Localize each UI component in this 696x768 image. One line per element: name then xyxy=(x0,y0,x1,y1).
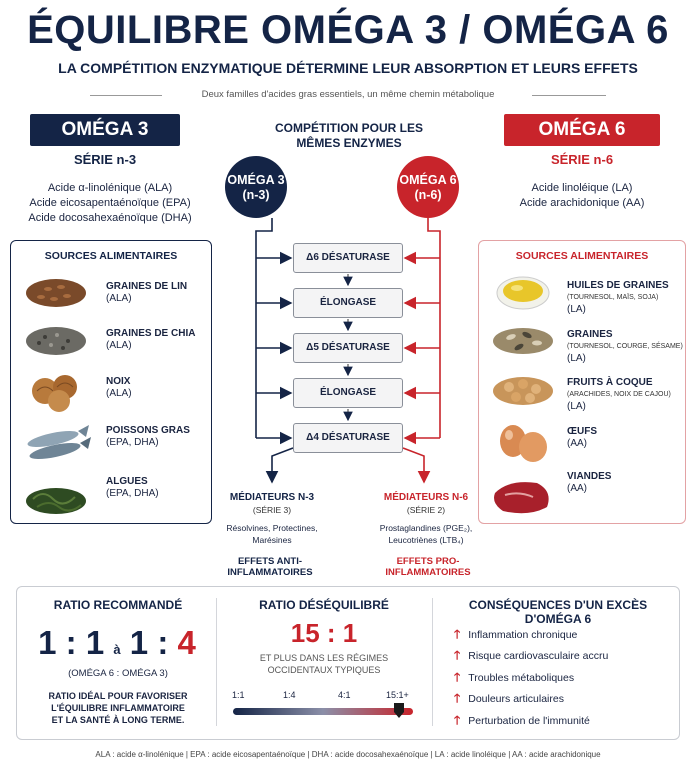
omega3-banner: OMÉGA 3 xyxy=(30,114,180,146)
scale-label: 4:1 xyxy=(338,690,351,700)
acid-item: Acide arachidonique (AA) xyxy=(519,197,645,209)
enzyme-elongase-1: ÉLONGASE xyxy=(293,288,403,318)
scale-label: 15:1+ xyxy=(386,690,409,700)
scale-label: 1:1 xyxy=(232,690,245,700)
enzyme-d6-desaturase: Δ6 DÉSATURASE xyxy=(293,243,403,273)
source-meat: VIANDES (AA) xyxy=(567,471,612,494)
omega3-serie: SÉRIE n-3 xyxy=(73,152,137,167)
ratio-recommended-desc: RATIO IDÉAL POUR FAVORISER L'ÉQUILIBRE INFLAMMATOIRE ET LA SANTÉ À LONG TERME. xyxy=(48,691,188,725)
abbreviations-footer: ALA : acide α-linolénique | EPA : acide eicosapentaénoïque | DHA : acide docosahexaénoïque | LA : acide linoléique | AA : acide arachidonique xyxy=(95,750,601,759)
panel-divider xyxy=(216,598,217,726)
omega3-circle: OMÉGA 3 (n-3) xyxy=(225,156,287,218)
competition-title: COMPÉTITION POUR LES MÊMES ENZYMES xyxy=(274,121,423,150)
omega6-mediators: MÉDIATEURS N-6 (SÉRIE 2) Prostaglandines (PGE₂), Leucotriènes (LTB₄) xyxy=(379,492,473,545)
enzyme-d4-desaturase: Δ4 DÉSATURASE xyxy=(293,423,403,453)
tagline: Deux familles d'acides gras essentiels, un même chemin métabolique xyxy=(201,89,495,100)
source-seed-oils: HUILES DE GRAINES (TOURNESOL, MAÏS, SOJA) (LA) xyxy=(567,280,669,315)
ratio-marker-icon xyxy=(393,703,405,719)
panel-divider xyxy=(432,598,433,726)
acid-item: Acide docosahexaénoïque (DHA) xyxy=(28,212,192,224)
arrow-up-icon: 🡑 xyxy=(454,670,461,684)
sources-title: SOURCES ALIMENTAIRES xyxy=(515,250,649,262)
source-nuts: FRUITS À COQUE (ARACHIDES, NOIX DE CAJOU) (LA) xyxy=(567,377,671,412)
sources-title: SOURCES ALIMENTAIRES xyxy=(44,250,178,262)
acid-item: Acide α-linolénique (ALA) xyxy=(47,182,173,194)
source-seeds: GRAINES (TOURNESOL, COURGE, SÉSAME) (LA) xyxy=(567,329,683,364)
consequence-item: 🡑 Risque cardiovasculaire accru xyxy=(454,648,609,662)
anti-inflammatory-label: EFFETS ANTI-INFLAMMATOIRES xyxy=(227,556,313,578)
arrow-up-icon: 🡑 xyxy=(454,691,461,705)
acid-item: Acide eicosapentaénoïque (EPA) xyxy=(29,197,191,209)
source-fish: POISSONS GRAS (EPA, DHA) xyxy=(106,425,190,448)
pro-inflammatory-label: EFFETS PRO-INFLAMMATOIRES xyxy=(385,556,471,578)
page-title: ÉQUILIBRE OMÉGA 3 / OMÉGA 6 xyxy=(27,8,669,52)
source-flax: GRAINES DE LIN (ALA) xyxy=(106,281,188,304)
consequence-item: 🡑 Inflammation chronique xyxy=(454,627,578,641)
acid-item: Acide linoléique (LA) xyxy=(531,182,633,194)
omega6-circle: OMÉGA 6 (n-6) xyxy=(397,156,459,218)
enzyme-d5-desaturase: Δ5 DÉSATURASE xyxy=(293,333,403,363)
source-chia: GRAINES DE CHIA (ALA) xyxy=(106,328,196,351)
enzyme-elongase-2: ÉLONGASE xyxy=(293,378,403,408)
arrow-up-icon: 🡑 xyxy=(454,648,461,662)
ratio-recommended-value: 1 : 1 à 1 : 4 xyxy=(38,624,196,661)
consequence-item: 🡑 Douleurs articulaires xyxy=(454,691,564,705)
omega6-banner: OMÉGA 6 xyxy=(504,114,660,146)
ratio-note: (OMÉGA 6 : OMÉGA 3) xyxy=(68,668,168,679)
source-eggs: ŒUFS (AA) xyxy=(567,426,597,449)
ratio-recommended-title: RATIO RECOMMANDÉ xyxy=(53,598,183,612)
ratio-scale-bar xyxy=(233,708,413,715)
arrow-up-icon: 🡑 xyxy=(454,713,461,727)
consequences-title: CONSÉQUENCES D'UN EXCÈS D'OMÉGA 6 xyxy=(468,598,648,626)
omega6-serie: SÉRIE n-6 xyxy=(550,152,614,167)
arrow-up-icon: 🡑 xyxy=(454,627,461,641)
ratio-imbalance-title: RATIO DÉSÉQUILIBRÉ xyxy=(259,598,389,612)
scale-label: 1:4 xyxy=(283,690,296,700)
page-subtitle: LA COMPÉTITION ENZYMATIQUE DÉTERMINE LEUR ABSORPTION ET LEURS EFFETS xyxy=(58,60,638,76)
consequence-item: 🡑 Troubles métaboliques xyxy=(454,670,575,684)
ratio-imbalance-value: 15 : 1 xyxy=(290,618,358,648)
source-seaweed: ALGUES (EPA, DHA) xyxy=(106,476,159,499)
omega3-mediators: MÉDIATEURS N-3 (SÉRIE 3) Résolvines, Protectines, Marésines xyxy=(226,492,318,545)
ratio-imbalance-desc: ET PLUS DANS LES RÉGIMES OCCIDENTAUX TYPIQUES xyxy=(259,653,389,675)
consequence-item: 🡑 Perturbation de l'immunité xyxy=(454,713,590,727)
source-walnuts: NOIX (ALA) xyxy=(106,376,132,399)
